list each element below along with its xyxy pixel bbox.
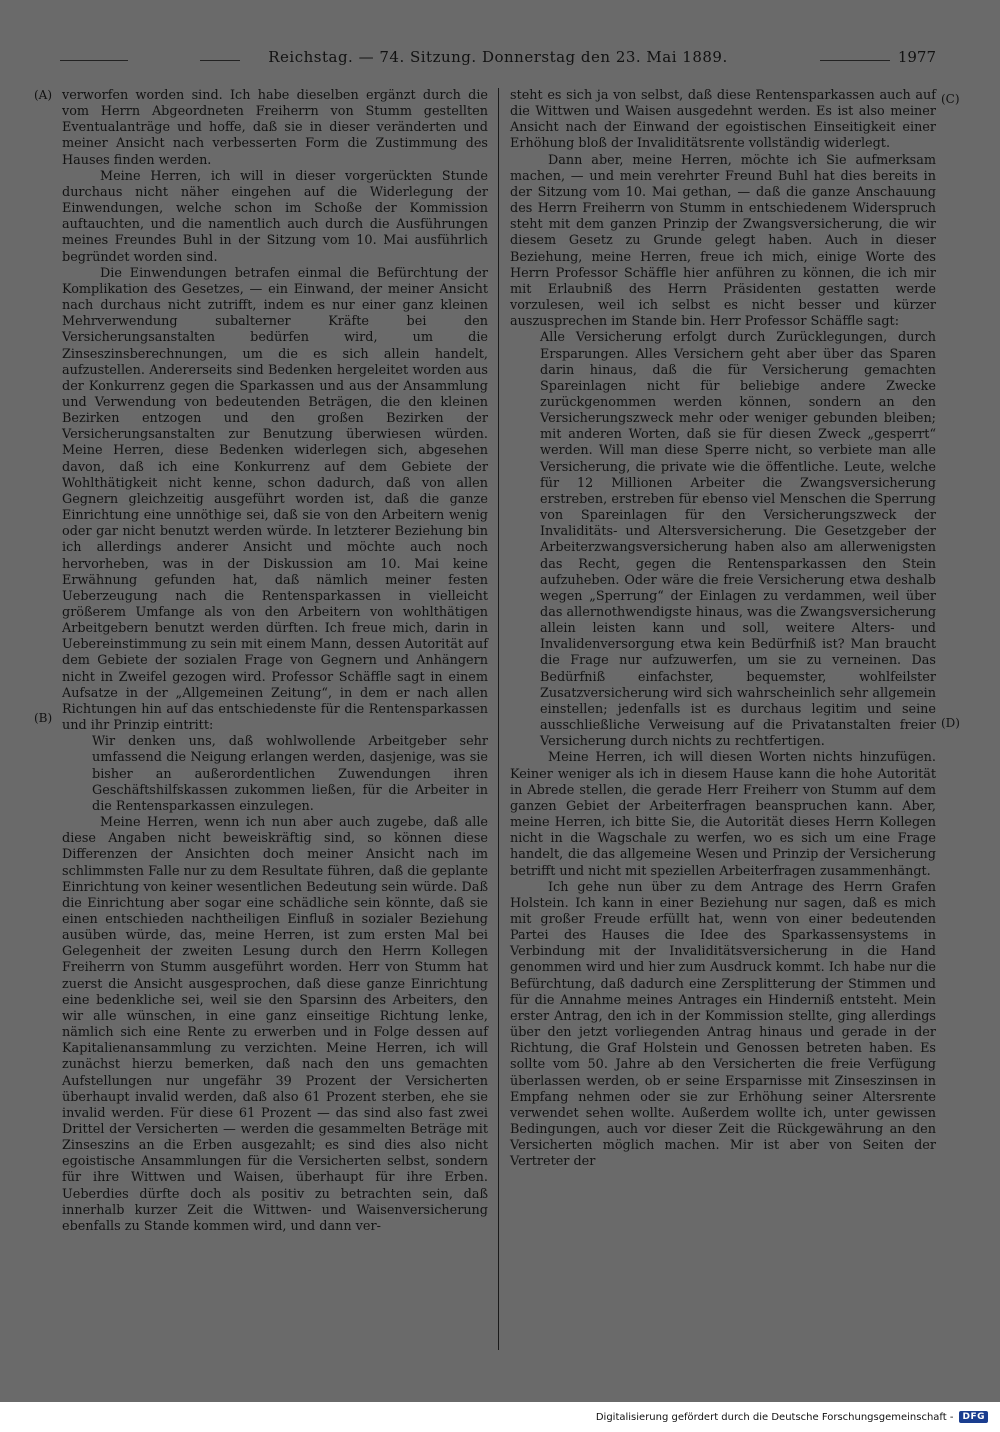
- paragraph: steht es sich ja von selbst, daß diese Rentensparkassen auch auf die Wittwen und Waisen ausgedehnt werden. Es ist also meiner Ansicht nach der Einwand der egoistischen Einseitigkeit einer Erhöhung bloß der Invaliditätsrente vollständig widerlegt.: [510, 88, 936, 152]
- dfg-logo: DFG: [959, 1411, 988, 1423]
- column-divider: [498, 88, 499, 1350]
- running-title: Reichstag. — 74. Sitzung. Donnerstag den 23. Mai 1889.: [268, 48, 728, 66]
- page-number: 1977: [897, 48, 936, 66]
- margin-marker-d: (D): [941, 716, 960, 730]
- paragraph: Ich gehe nun über zu dem Antrage des Herrn Grafen Holstein. Ich kann in einer Beziehung nur sagen, daß es mich mit großer Freude erfüllt hat, wenn von einer bedeutenden Partei des Hauses die Idee des Sparkassensystems in Verbindung mit der Invaliditätsversicherung in die Hand genommen wird und hier zum Ausdruck kommt. Ich habe nur die Befürchtung, daß dadurch eine Zersplitterung der Stimmen und für die Annahme meines Antrages ein Hinderniß entsteht. Mein erster Antrag, den ich in der Kommission stellte, ging allerdings über den jetzt vorliegenden Antrag hinaus und gerade in der Richtung, die Graf Holstein und Genossen betreten haben. Es sollte vom 50. Jahre ab den Versicherten die freie Verfügung überlassen werden, ob er seine Ersparnisse mit Zinseszinsen in Empfang nehmen oder sie zur Erhöhung seiner Altersrente verwendet sehen wollte. Außerdem wollte ich, unter gewissen Bedingungen, auch vor dieser Zeit die Rückgewährung an den Versicherten möglich machen. Mir ist aber von Seiten der Vertreter der: [510, 879, 936, 1170]
- left-text-column: [62, 88, 488, 1235]
- page-header: [60, 44, 936, 70]
- paragraph: Meine Herren, ich will diesen Worten nichts hinzufügen. Keiner weniger als ich in diesem Hause kann die hohe Autorität in Abrede stellen, die gerade Herr Freiherr von Stumm auf dem ganzen Gebiet der Arbeiterfragen beanspruchen kann. Aber, meine Herren, ich bitte Sie, die Autorität dieses Herrn Kollegen nicht in die Wagschale zu werfen, wo es sich um eine Frage handelt, die das allgemeine Wesen und Prinzip der Versicherung betrifft und nicht mit speziellen Arbeiterfragen zusammenhängt.: [510, 750, 936, 879]
- funding-note: Digitalisierung gefördert durch die Deutsche Forschungsgemeinschaft -: [595, 1411, 954, 1423]
- block-quote: Alle Versicherung erfolgt durch Zurücklegungen, durch Ersparungen. Alles Versichern geht aber über das Sparen darin hinaus, daß die für Versicherung gemachten Spareinlagen nicht für beliebige andere Zwecke zurückgenommen werden können, sondern an den Versicherungszweck mehr oder weniger gebunden bleiben; mit anderen Worten, daß sie für diesen Zweck „gesperrt“ werden. Will man diese Sperre nicht, so verbiete man alle Versicherung, die private wie die öffentliche. Leute, welche für 12 Millionen Arbeiter die Zwangsversicherung erstreben, erstreben für ebenso viel Menschen die Sperrung von Spareinlagen für den Versicherungszweck der Invaliditäts- und Altersversicherung. Die Gesetzgeber der Arbeiterzwangsversicherung haben also am allerwenigsten das Recht, gegen die Rentensparkassen den Stein aufzuheben. Oder wäre die freie Versicherung etwa deshalb wegen „Sperrung“ der Einlagen zu verdammen, weil über das allernothwendigste hinaus, was die Zwangsversicherung allein leisten kann und soll, weitere Alters- und Invalidenversorgung etwa kein Bedürfniß ist? Man braucht die Frage nur aufzuwerfen, um sie zu verneinen. Das Bedürfniß einfachster, bequemster, wohlfeilster Zusatzversicherung wird sich wahrscheinlich sehr allgemein einstellen; jedenfalls ist es durchaus legitim und seine ausschließliche Verweisung auf die Privatanstalten freier Versicherung durch nichts zu rechtfertigen.: [540, 330, 937, 750]
- paragraph: Meine Herren, wenn ich nun aber auch zugebe, daß alle diese Angaben nicht beweiskräftig sind, so können diese Differenzen der Ansichten doch meiner Ansicht nach im schlimmsten Falle nur zu dem Resultate führen, daß die geplante Einrichtung von keiner wesentlichen Bedeutung sein würde. Daß die Einrichtung aber sogar eine schädliche sein könnte, daß sie einen entschieden nachtheiligen Einfluß in sozialer Beziehung ausüben würde, das, meine Herren, ist zum ersten Mal bei Gelegenheit der zweiten Lesung durch den Herrn Kollegen Freiherrn von Stumm ausgeführt worden. Herr von Stumm hat zuerst die Ansicht ausgesprochen, daß diese ganze Einrichtung eine bedenkliche sei, weil sie den Sparsinn des Arbeiters, den wir alle wünschen, in eine ganz einseitige Richtung lenke, nämlich sich eine Rente zu erwerben und in Folge dessen auf Kapitalienansammlung zu verzichten. Meine Herren, ich will zunächst hierzu bemerken, daß nach den uns gemachten Aufstellungen nur ungefähr 39 Prozent der Versicherten überhaupt invalid werden, daß also 61 Prozent sterben, ehe sie invalid werden. Für diese 61 Prozent — das sind also fast zwei Drittel der Versicherten — werden die gesammelten Beträge mit Zinseszins an die Erben ausgezahlt; es sind dies also nicht egoistische Ansammlungen für die Versicherten selbst, sondern für ihre Wittwen und Waisen, überhaupt für ihre Erben. Ueberdies dürfte doch als positiv zu betrachten sein, daß innerhalb kurzer Zeit die Wittwen- und Waisenversicherung ebenfalls zu Stande kommen wird, und dann ver-: [62, 815, 488, 1234]
- paragraph: Meine Herren, ich will in dieser vorgerückten Stunde durchaus nicht näher eingehen auf die Widerlegung der Einwendungen, welche schon im Schoße der Kommission auftauchten, und die namentlich auch durch die Ausführungen meines Freundes Buhl in der Sitzung vom 10. Mai ausführlich begründet worden sind.: [62, 168, 488, 265]
- paragraph: Die Einwendungen betrafen einmal die Befürchtung der Komplikation des Gesetzes, — ein Einwand, der meiner Ansicht nach durchaus nicht zutrifft, indem es nur einer ganz kleinen Mehrverwendung subalterner Kräfte bei den Versicherungsanstalten bedürfen wird, um die Zinseszinsberechnungen, um die es sich allein handelt, aufzustellen. Andererseits sind Bedenken hergeleitet worden aus der Konkurrenz gegen die Sparkassen und aus der Ansammlung und Verwendung von bedeutenden Beträgen, die den kleinen Bezirken entzogen und den großen Bezirken der Versicherungsanstalten zur Benutzung überwiesen würden. Meine Herren, diese Bedenken widerlegen sich, abgesehen davon, daß ich eine Konkurrenz auf dem Gebiete der Wohlthätigkeit nicht kenne, schon dadurch, daß von allen Gegnern gleichzeitig ausgeführt worden ist, daß die ganze Einrichtung eine unnöthige sei, daß sie von den Arbeitern wenig oder gar nicht benutzt werden würde. In letzterer Beziehung bin ich allerdings anderer Ansicht und möchte auch noch hervorheben, was in der Diskussion am 10. Mai keine Erwähnung gefunden hat, daß nämlich meiner festen Ueberzeugung nach die Rentensparkassen in vielleicht größerem Umfange als von den Arbeitern von wohlthätigen Arbeitgebern benutzt werden dürften. Ich freue mich, darin in Uebereinstimmung zu sein mit einem Mann, dessen Autorität auf dem Gebiete der sozialen Frage von Gegnern und Anhängern nicht in Zweifel gezogen wird. Professor Schäffle sagt in einem Aufsatze in der „Allgemeinen Zeitung“, in dem er nach allen Richtungen hin auf das entschiedenste für die Rentensparkassen und ihr Prinzip eintritt:: [62, 265, 488, 734]
- margin-marker-a: (A): [34, 88, 53, 102]
- paragraph: verworfen worden sind. Ich habe dieselben ergänzt durch die vom Herrn Abgeordneten Freiherrn von Stumm gestellten Eventualanträge und hoffe, daß sie in dieser veränderten und meiner Ansicht nach verbesserten Form die Zustimmung des Hauses finden werden.: [62, 88, 488, 168]
- right-text-column: [510, 88, 936, 1170]
- funding-footer: [596, 1407, 988, 1427]
- block-quote: Wir denken uns, daß wohlwollende Arbeitgeber sehr umfassend die Neigung erlangen werden, dasjenige, was sie bisher an außerordentlichen Zuwendungen ihren Geschäftshilfskassen zukommen ließen, für die Arbeiter in die Rentensparkassen einzulegen.: [92, 734, 488, 814]
- paragraph: Dann aber, meine Herren, möchte ich Sie aufmerksam machen, — und mein verehrter Freund Buhl hat dies bereits in der Sitzung vom 10. Mai gethan, — daß die ganze Anschauung des Herrn Freiherrn von Stumm in entschiedenem Widerspruch steht mit dem ganzen Prinzip der Zwangsversicherung, die wir diesem Gesetz zu Grunde gelegt haben. Auch in dieser Beziehung, meine Herren, freue ich mich, einige Worte des Herrn Professor Schäffle hier anführen zu können, die ich mir mit Erlaubniß des Herrn Präsidenten gestatten werde vorzulesen, weil ich selbst es nicht besser und kürzer auszusprechen im Stande bin. Herr Professor Schäffle sagt:: [510, 152, 936, 330]
- margin-marker-c: (C): [941, 92, 960, 106]
- margin-marker-b: (B): [34, 711, 53, 725]
